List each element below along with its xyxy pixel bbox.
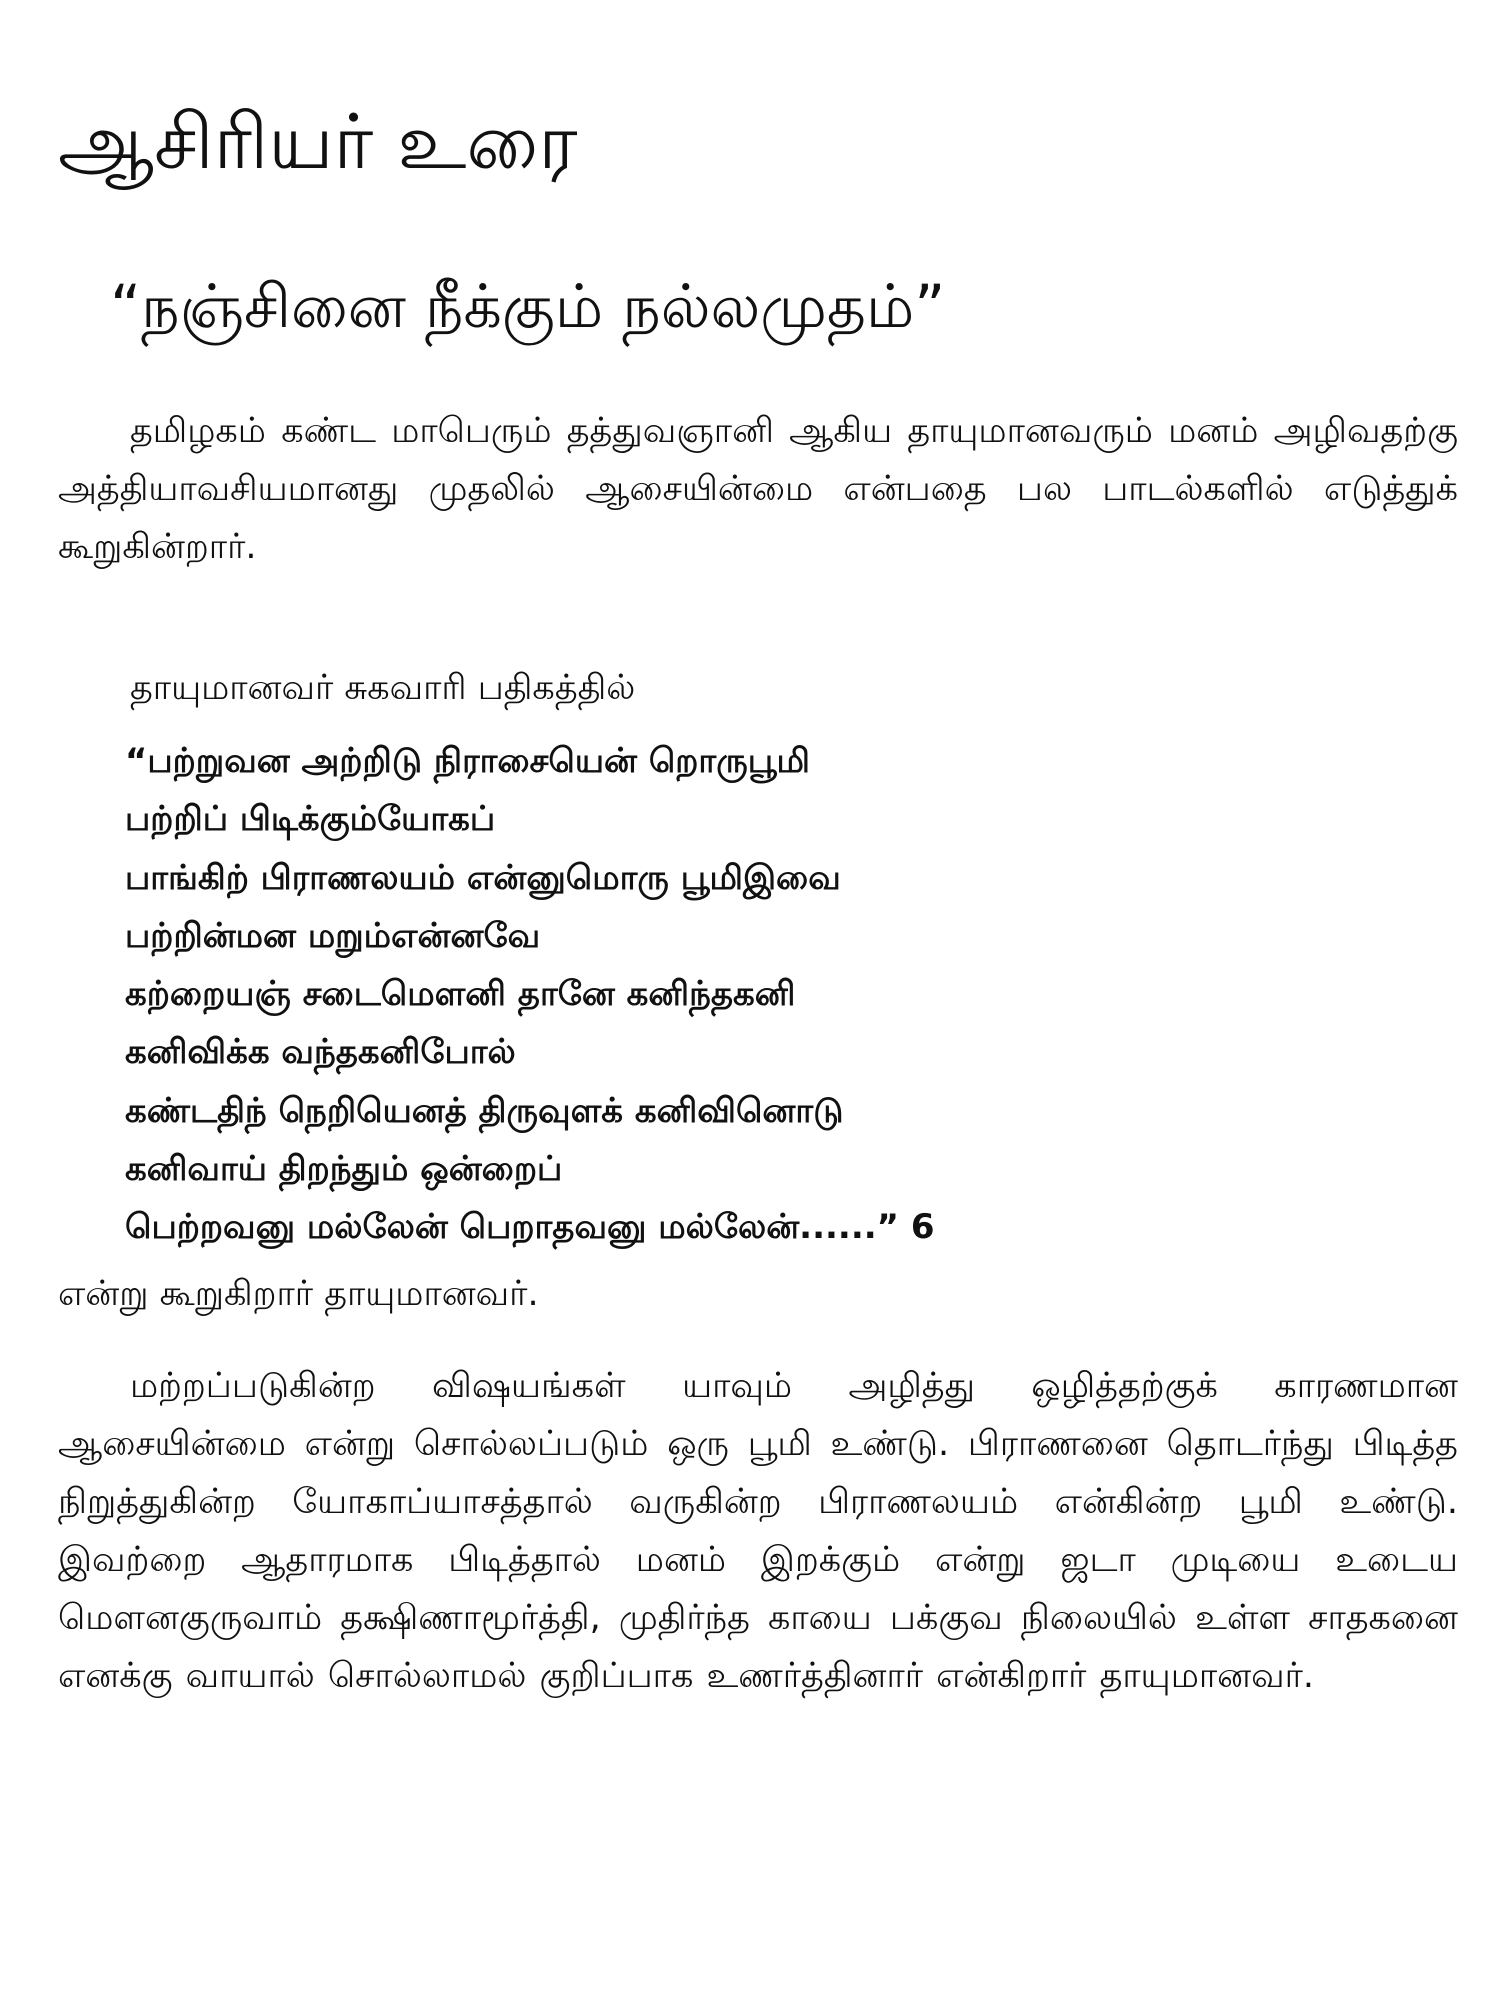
section-title: “நஞ்சினை நீக்கும் நல்லமுதம்” <box>110 272 946 342</box>
verse-line: கனிவிக்க வந்தகனிபோல் <box>125 1032 516 1073</box>
verse-block <box>125 732 1425 1257</box>
verse-line: பாங்கிற் பிராணலயம் என்னுமொரு பூமிஇவை <box>125 857 841 898</box>
verse-line: பெற்றவனு மல்லேன் பெறாதவனு மல்லேன்......” 6 <box>125 1207 935 1248</box>
verse-line: கனிவாய் திறந்தும் ஒன்றைப் <box>125 1149 563 1190</box>
verse-line: பற்றின்மன மறும்என்னவே <box>125 915 541 956</box>
verse-intro: தாயுமானவர் சுகவாரி பதிகத்தில் <box>130 668 636 708</box>
final-paragraph: மற்றப்படுகின்ற விஷயங்கள் யாவும் அழித்து ஒழித்தற்குக் காரணமான ஆசையின்மை என்று சொல்லப்படும் ஒரு பூமி உண்டு. பிராணனை தொடர்ந்து பிடித்த நிறுத்துகின்ற யோகாப்யாசத்தால் வருகின்ற பிராணலயம் என்கின்ற பூமி உண்டு. இவற்றை ஆதாரமாக பிடித்தால் மனம் இறக்கும் என்று ஜடா முடியை உடைய மௌனகுருவாம் தக்ஷிணாமூர்த்தி, முதிர்ந்த காயை பக்குவ நிலையில் உள்ள சாதகனை எனக்கு வாயால் சொல்லாமல் குறிப்பாக உணர்த்தினார் என்கிறார் தாயுமானவர். <box>58 1366 1458 1696</box>
intro-paragraph: தமிழகம் கண்ட மாபெரும் தத்துவஞானி ஆகிய தாயுமானவரும் மனம் அழிவதற்கு அத்தியாவசியமானது முதலில் ஆசையின்மை என்பதை பல பாடல்களில் எடுத்துக் கூறுகின்றார். <box>58 411 1458 567</box>
verse-line: கற்றையஞ் சடைமௌனி தானே கனிந்தகனி <box>125 974 796 1015</box>
closing-line: என்று கூறுகிறார் தாயுமானவர். <box>58 1274 539 1314</box>
page-heading: ஆசிரியர் உரை <box>58 97 578 186</box>
verse-line: கண்டதிந் நெறியெனத் திருவுளக் கனிவினொடு <box>125 1090 844 1131</box>
verse-line: “பற்றுவன அற்றிடு நிராசையென் றொருபூமி <box>125 741 810 781</box>
verse-line: பற்றிப் பிடிக்கும்யோகப் <box>125 799 496 840</box>
